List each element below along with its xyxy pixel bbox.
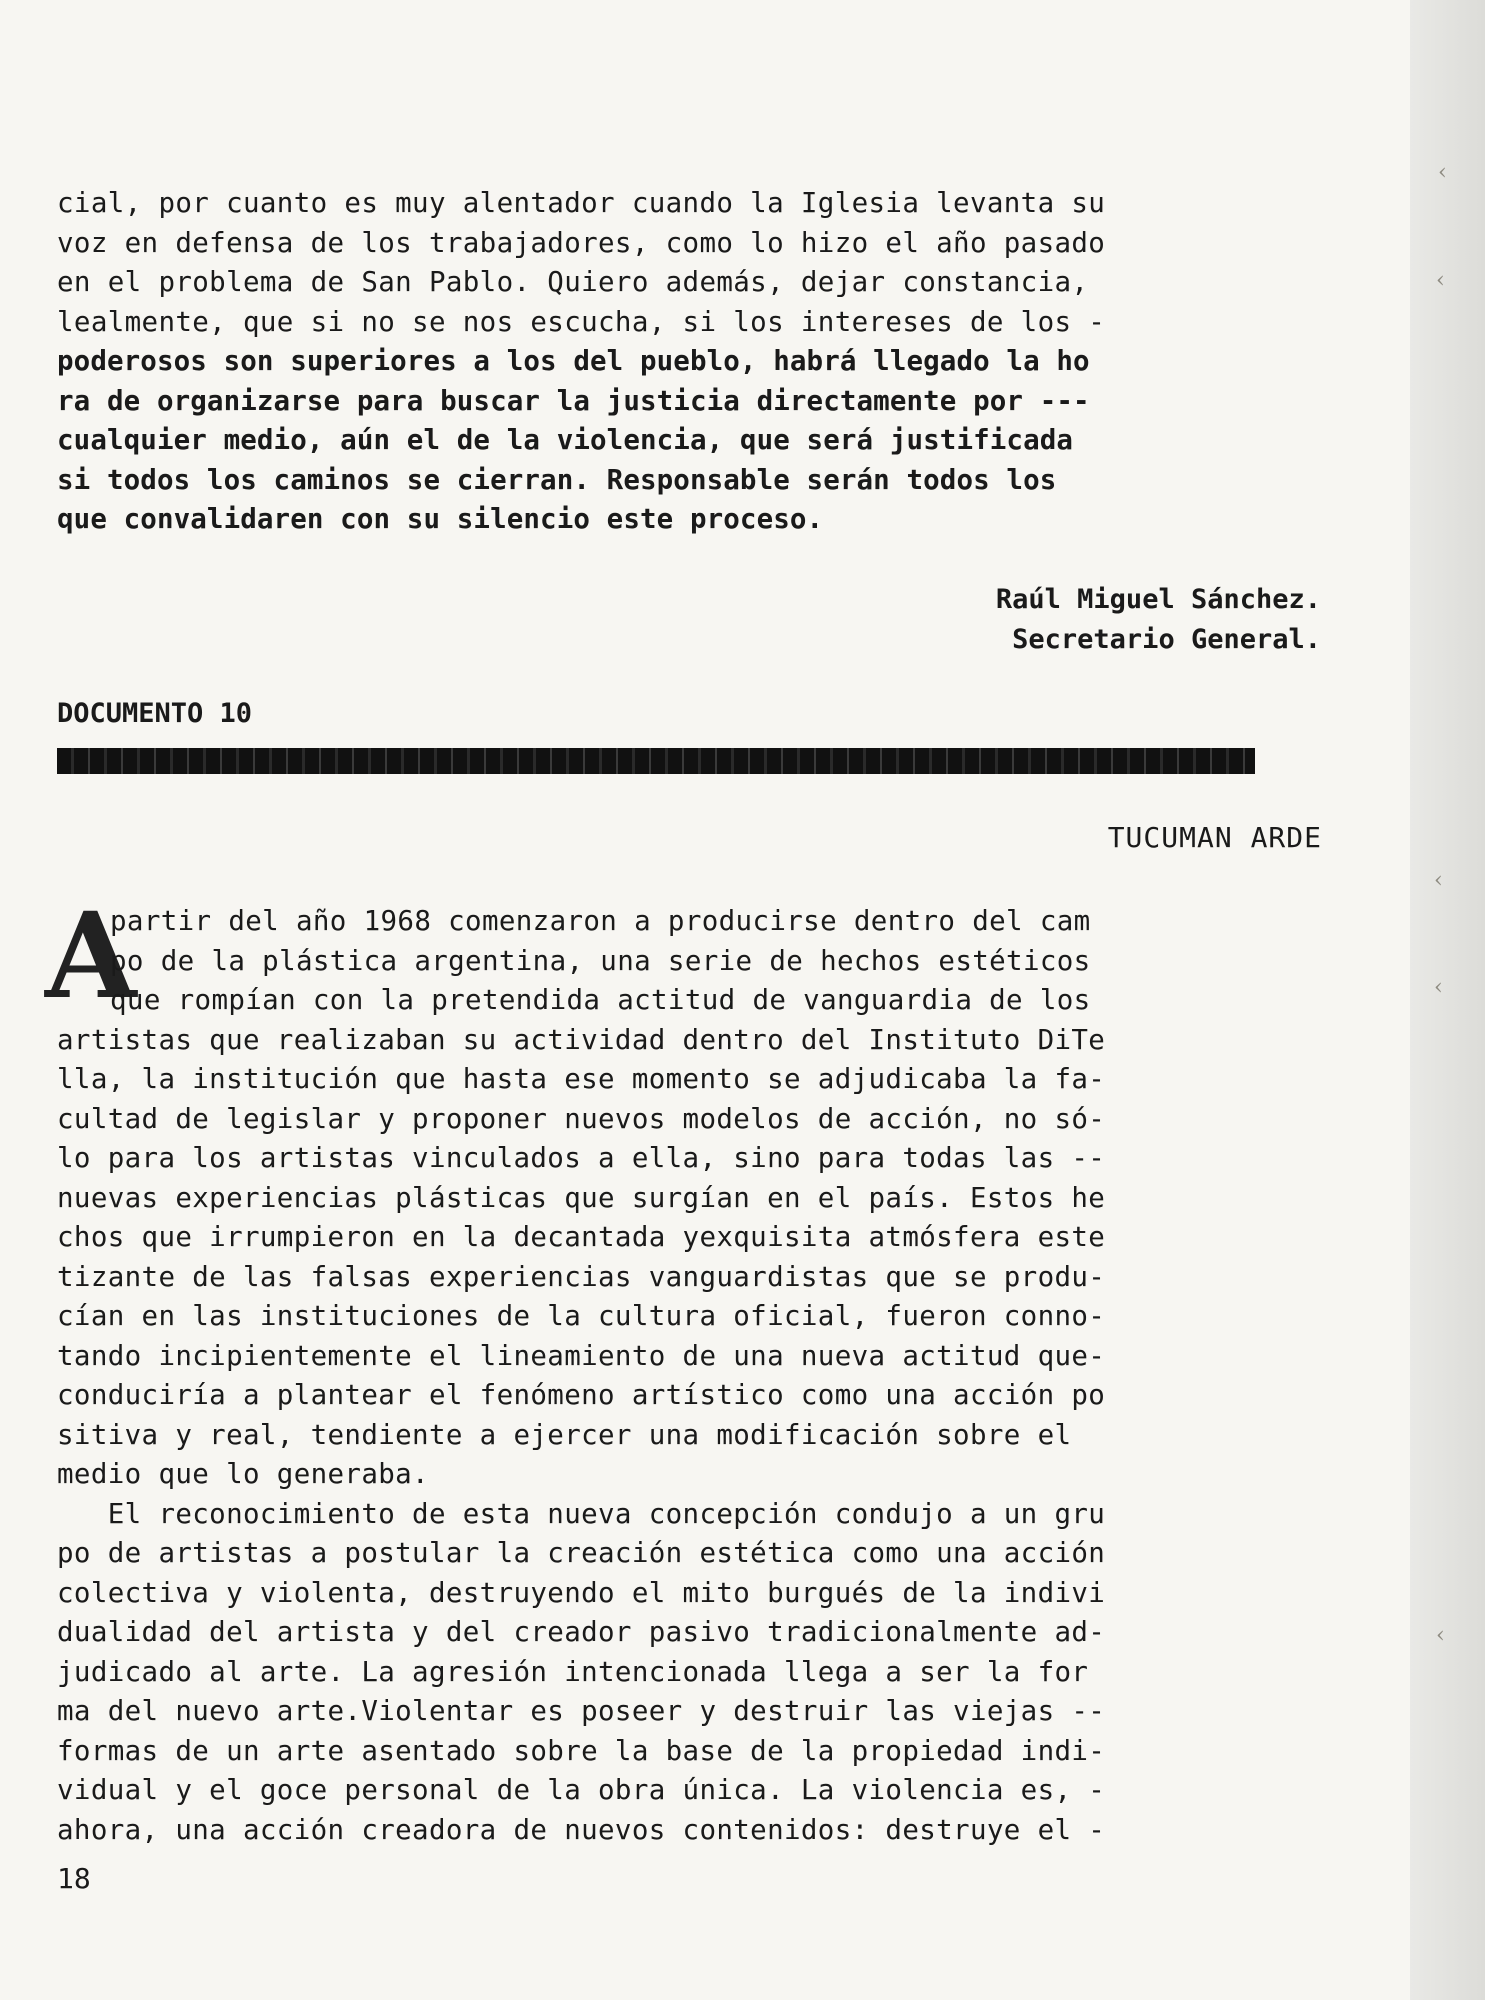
- margin-mark: ‹: [1434, 975, 1443, 1000]
- text-line: tizante de las falsas experiencias vanguardistas que se produ-: [57, 1260, 1106, 1293]
- text-line: El reconocimiento de esta nueva concepción condujo a un gru: [57, 1497, 1106, 1530]
- text-line: medio que lo generaba.: [57, 1458, 429, 1490]
- document-label: DOCUMENTO 10: [57, 698, 253, 729]
- body-paragraph: [57, 1021, 1277, 1851]
- text-line: que convalidaren con su silencio este proceso.: [57, 503, 824, 535]
- text-line: chos que irrumpieron en la decantada yexquisita atmósfera este: [57, 1221, 1106, 1253]
- text-line: ra de organizarse para buscar la justicia directamente por ---: [57, 384, 1090, 417]
- text-line: cial, por cuanto es muy alentador cuando la Iglesia levanta su: [57, 187, 1106, 219]
- text-line: ma del nuevo arte.Violentar es poseer y destruir las viejas --: [57, 1695, 1106, 1727]
- body-first-lines: [110, 902, 1280, 1021]
- page-number: 18: [57, 1862, 91, 1895]
- text-line: lealmente, que si no se nos escucha, si los intereses de los -: [57, 305, 1106, 338]
- margin-mark: ‹: [1434, 868, 1443, 893]
- divider-bar: [57, 748, 1255, 774]
- text-line: cían en las instituciones de la cultura oficial, fueron conno-: [57, 1300, 1106, 1332]
- text-line: nuevas experiencias plásticas que surgían en el país. Estos he: [57, 1181, 1106, 1214]
- margin-mark: ‹: [1436, 1623, 1445, 1648]
- section-title: TUCUMAN ARDE: [1107, 821, 1322, 854]
- text-line: judicado al arte. La agresión intencionada llega a ser la for: [57, 1655, 1089, 1688]
- text-line: en el problema de San Pablo. Quiero además, dejar constancia,: [57, 266, 1089, 298]
- text-line: partir del año 1968 comenzaron a producirse dentro del cam: [110, 905, 1091, 937]
- text-line: ahora, una acción creadora de nuevos contenidos: destruye el -: [57, 1813, 1106, 1846]
- margin-mark: ‹: [1436, 268, 1445, 293]
- signature-name: Raúl Miguel Sánchez.: [995, 584, 1321, 615]
- margin-mark: ‹: [1438, 160, 1447, 185]
- text-line: conduciría a plantear el fenómeno artístico como una acción po: [57, 1379, 1106, 1411]
- text-line: dualidad del artista y del creador pasivo tradicionalmente ad-: [57, 1616, 1106, 1648]
- text-line: poderosos son superiores a los del pueblo, habrá llegado la ho: [57, 345, 1090, 377]
- text-line: formas de un arte asentado sobre la base de la propiedad indi-: [57, 1734, 1106, 1767]
- text-line: artistas que realizaban su actividad dentro del Instituto DiTe: [57, 1023, 1106, 1056]
- signature-title: Secretario General.: [1012, 624, 1321, 655]
- text-line: tando incipientemente el lineamiento de una nueva actitud que-: [57, 1339, 1106, 1372]
- text-line: po de artistas a postular la creación estética como una acción: [57, 1537, 1106, 1569]
- text-line: lo para los artistas vinculados a ella, sino para todas las --: [57, 1142, 1106, 1174]
- page-edge: [1410, 0, 1485, 2000]
- text-line: lla, la institución que hasta ese momento se adjudicaba la fa-: [57, 1063, 1106, 1095]
- top-paragraph: [57, 184, 1277, 540]
- text-line: si todos los caminos se cierran. Responsable serán todos los: [57, 463, 1057, 496]
- text-line: voz en defensa de los trabajadores, como lo hizo el año pasado: [57, 226, 1106, 259]
- text-line: cualquier medio, aún el de la violencia, que será justificada: [57, 424, 1074, 456]
- text-line: vidual y el goce personal de la obra única. La violencia es, -: [57, 1774, 1106, 1806]
- text-line: cultad de legislar y proponer nuevos modelos de acción, no só-: [57, 1102, 1106, 1135]
- text-line: po de la plástica argentina, una serie de hechos estéticos: [110, 944, 1091, 977]
- text-line: sitiva y real, tendiente a ejercer una modificación sobre el: [57, 1418, 1072, 1451]
- drop-cap: A: [45, 886, 137, 1025]
- text-line: colectiva y violenta, destruyendo el mito burgués de la indivi: [57, 1576, 1106, 1609]
- text-line: que rompían con la pretendida actitud de vanguardia de los: [110, 984, 1091, 1016]
